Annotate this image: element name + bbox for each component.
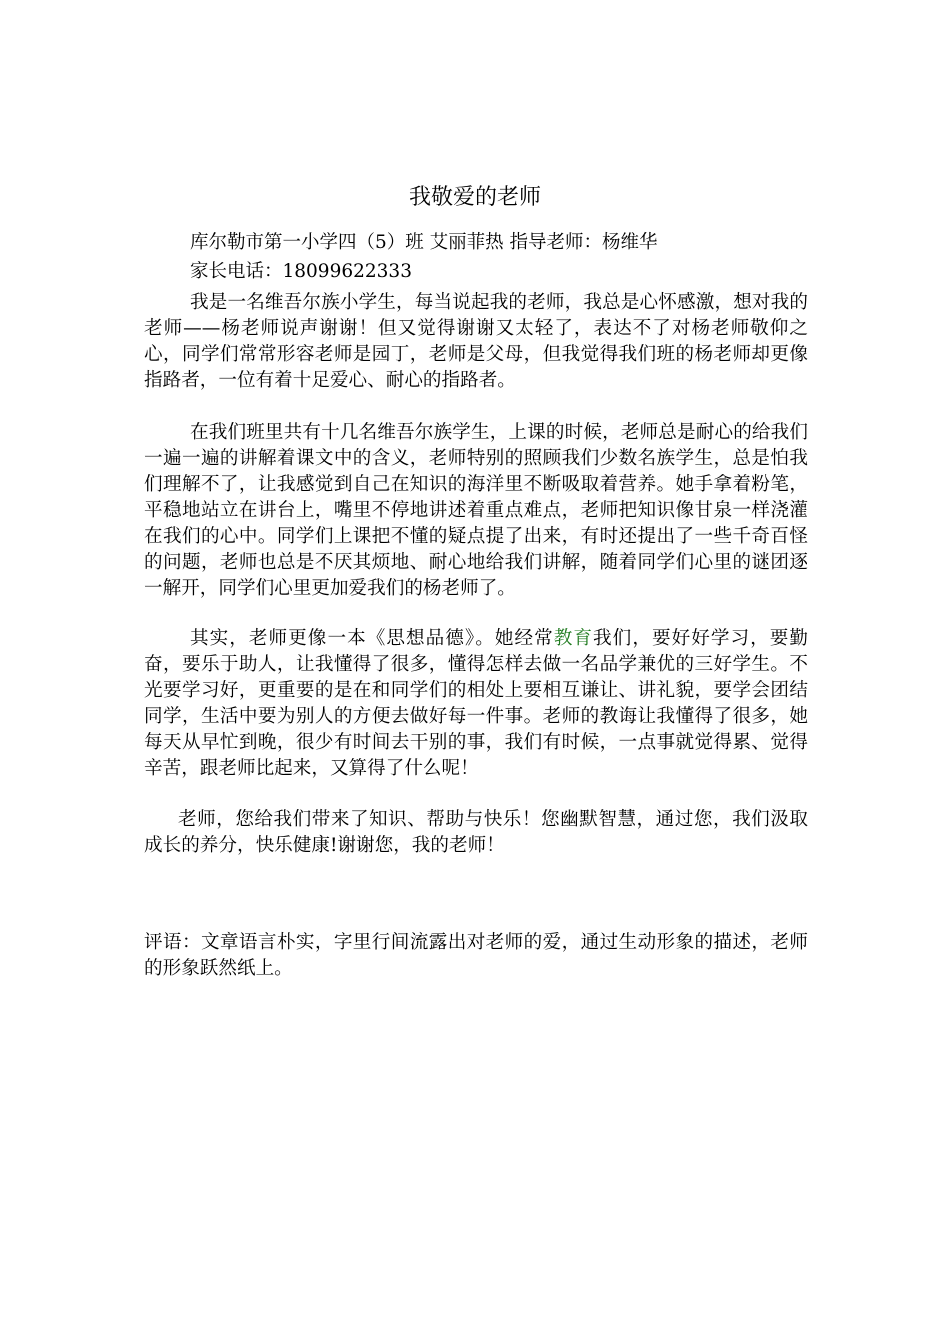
paragraph-4: 老师，您给我们带来了知识、帮助与快乐！您幽默智慧，通过您，我们汲取成长的养分，快乐健康!谢谢您，我的老师！: [144, 809, 808, 856]
paragraph-1: 我是一名维吾尔族小学生，每当说起我的老师，我总是心怀感激，想对我的老师——杨老师说声谢谢！但又觉得谢谢又太轻了，表达不了对杨老师敬仰之心，同学们常常形容老师是园丁，老师是父母，但我觉得我们班的杨老师却更像指路者，一位有着十足爱心、耐心的指路者。: [144, 292, 808, 391]
paragraph-2: 在我们班里共有十几名维吾尔族学生，上课的时候，老师总是耐心的给我们一遍一遍的讲解着课文中的含义，老师特别的照顾我们少数名族学生，总是怕我们理解不了，让我感觉到自己在知识的海洋里不断吸取着营养。她手拿着粉笔，平稳地站立在讲台上，嘴里不停地讲述着重点难点，老师把知识像甘泉一样浇灌在我们的心中。同学们上课把不懂的疑点提了出来，有时还提出了一些千奇百怪的问题，老师也总是不厌其烦地、耐心地给我们讲解，随着同学们心里的谜团逐一解开，同学们心里更加爱我们的杨老师了。: [144, 422, 808, 599]
highlighted-keyword-link[interactable]: 教育: [553, 628, 594, 649]
teacher-comment: 评语：文章语言朴实，字里行间流露出对老师的爱，通过生动形象的描述，老师的形象跃然纸上。: [144, 932, 808, 979]
parent-phone-line: 家长电话：18099622333: [190, 261, 412, 282]
paragraph-3: [144, 626, 808, 782]
paragraph-3-start: 其实，老师更像一本《思想品德》。她经常: [190, 628, 554, 649]
article-title: 我敬爱的老师: [408, 185, 541, 210]
paragraph-3-end: 我们，要好好学习，要勤奋，要乐于助人，让我懂得了很多，懂得怎样去做一名品学兼优的三好学生。不光要学习好，更重要的是在和同学们的相处上要相互谦让、讲礼貌，要学会团结同学，生活中要为别人的方便去做好每一件事。老师的教诲让我懂得了很多，她每天从早忙到晚，很少有时间去干别的事，我们有时候，一点事就觉得累、觉得辛苦，跟老师比起来，又算得了什么呢！: [144, 628, 808, 779]
author-line: 库尔勒市第一小学四（5）班 艾丽菲热 指导老师：杨维华: [190, 232, 658, 253]
